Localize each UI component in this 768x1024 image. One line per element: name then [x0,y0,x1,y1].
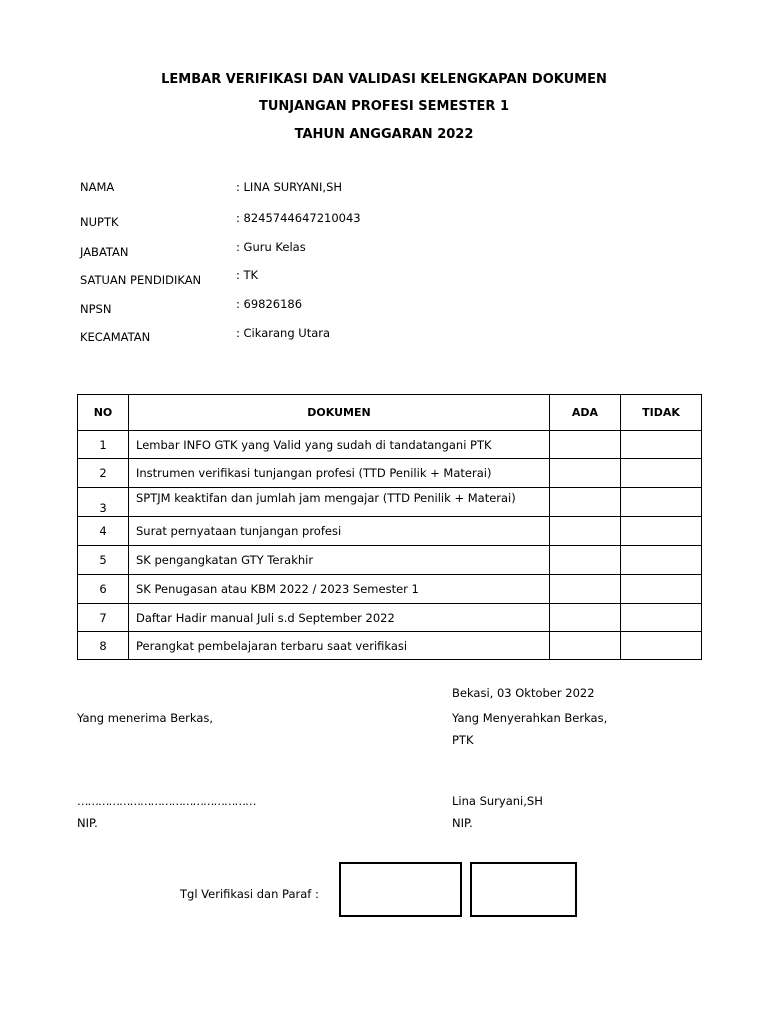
document-subtitle: TUNJANGAN PROFESI SEMESTER 1 [258,99,510,114]
verification-paraf-box[interactable] [470,862,577,917]
info-label-kecamatan: KECAMATAN [80,330,151,344]
document-name: Instrumen verifikasi tunjangan profesi (TTD Penilik + Materai) [129,459,550,488]
tidak-checkbox-cell[interactable] [621,517,702,546]
row-number: 8 [78,632,129,660]
table-row [78,459,702,488]
ada-checkbox-cell[interactable] [550,488,621,517]
table-row [78,431,702,459]
ada-checkbox-cell[interactable] [550,431,621,459]
row-number: 1 [78,431,129,459]
info-value-satuan-pendidikan: : TK [236,268,259,282]
document-name: Surat pernyataan tunjangan profesi [129,517,550,546]
place-date: Bekasi, 03 Oktober 2022 [452,686,595,700]
ada-checkbox-cell[interactable] [550,632,621,660]
table-row [78,575,702,604]
ada-checkbox-cell[interactable] [550,517,621,546]
receiver-signature-line: …………………………………………… [77,794,256,808]
verification-label: Tgl Verifikasi dan Paraf : [180,887,319,901]
tidak-checkbox-cell[interactable] [621,431,702,459]
info-value-kecamatan: : Cikarang Utara [236,326,331,340]
document-name: Lembar INFO GTK yang Valid yang sudah di tandatangani PTK [129,431,550,459]
table-row [78,632,702,660]
header-tidak: TIDAK [621,395,702,431]
tidak-checkbox-cell[interactable] [621,575,702,604]
submitter-nip: NIP. [452,816,473,830]
receiver-label: Yang menerima Berkas, [77,711,214,725]
tidak-checkbox-cell[interactable] [621,604,702,632]
submitter-name: Lina Suryani,SH [452,794,543,808]
document-name: Perangkat pembelajaran terbaru saat verifikasi [129,632,550,660]
ada-checkbox-cell[interactable] [550,575,621,604]
row-number: 5 [78,546,129,575]
info-value-npsn: : 69826186 [236,297,303,311]
info-label-satuan-pendidikan: SATUAN PENDIDIKAN [80,273,202,287]
header-dokumen: DOKUMEN [129,395,550,431]
table-row [78,517,702,546]
table-row [78,488,702,517]
tidak-checkbox-cell[interactable] [621,488,702,517]
info-label-nama: NAMA [80,180,115,194]
info-label-nuptk: NUPTK [80,215,119,229]
info-value-nuptk: : 8245744647210043 [236,211,361,225]
table-row [78,546,702,575]
table-header-row [78,395,702,431]
document-name: Daftar Hadir manual Juli s.d September 2022 [129,604,550,632]
document-name: SK Penugasan atau KBM 2022 / 2023 Semester 1 [129,575,550,604]
info-value-jabatan: : Guru Kelas [236,240,306,254]
info-label-npsn: NPSN [80,302,112,316]
submitter-label: Yang Menyerahkan Berkas, [452,711,608,725]
tidak-checkbox-cell[interactable] [621,459,702,488]
document-name: SPTJM keaktifan dan jumlah jam mengajar (TTD Penilik + Materai) [129,488,550,517]
document-year: TAHUN ANGGARAN 2022 [294,127,474,142]
tidak-checkbox-cell[interactable] [621,546,702,575]
submitter-role: PTK [452,733,474,747]
ada-checkbox-cell[interactable] [550,604,621,632]
header-no: NO [78,395,129,431]
ada-checkbox-cell[interactable] [550,546,621,575]
row-number: 7 [78,604,129,632]
document-checklist-table [77,394,702,660]
receiver-nip: NIP. [77,816,98,830]
row-number: 6 [78,575,129,604]
verification-date-box[interactable] [339,862,462,917]
document-name: SK pengangkatan GTY Terakhir [129,546,550,575]
row-number: 3 [78,488,129,517]
table-row [78,604,702,632]
info-value-nama: : LINA SURYANI,SH [236,180,343,194]
document-title: LEMBAR VERIFIKASI DAN VALIDASI KELENGKAPAN DOKUMEN [161,72,607,87]
ada-checkbox-cell[interactable] [550,459,621,488]
row-number: 2 [78,459,129,488]
header-ada: ADA [550,395,621,431]
tidak-checkbox-cell[interactable] [621,632,702,660]
row-number: 4 [78,517,129,546]
info-label-jabatan: JABATAN [80,245,129,259]
